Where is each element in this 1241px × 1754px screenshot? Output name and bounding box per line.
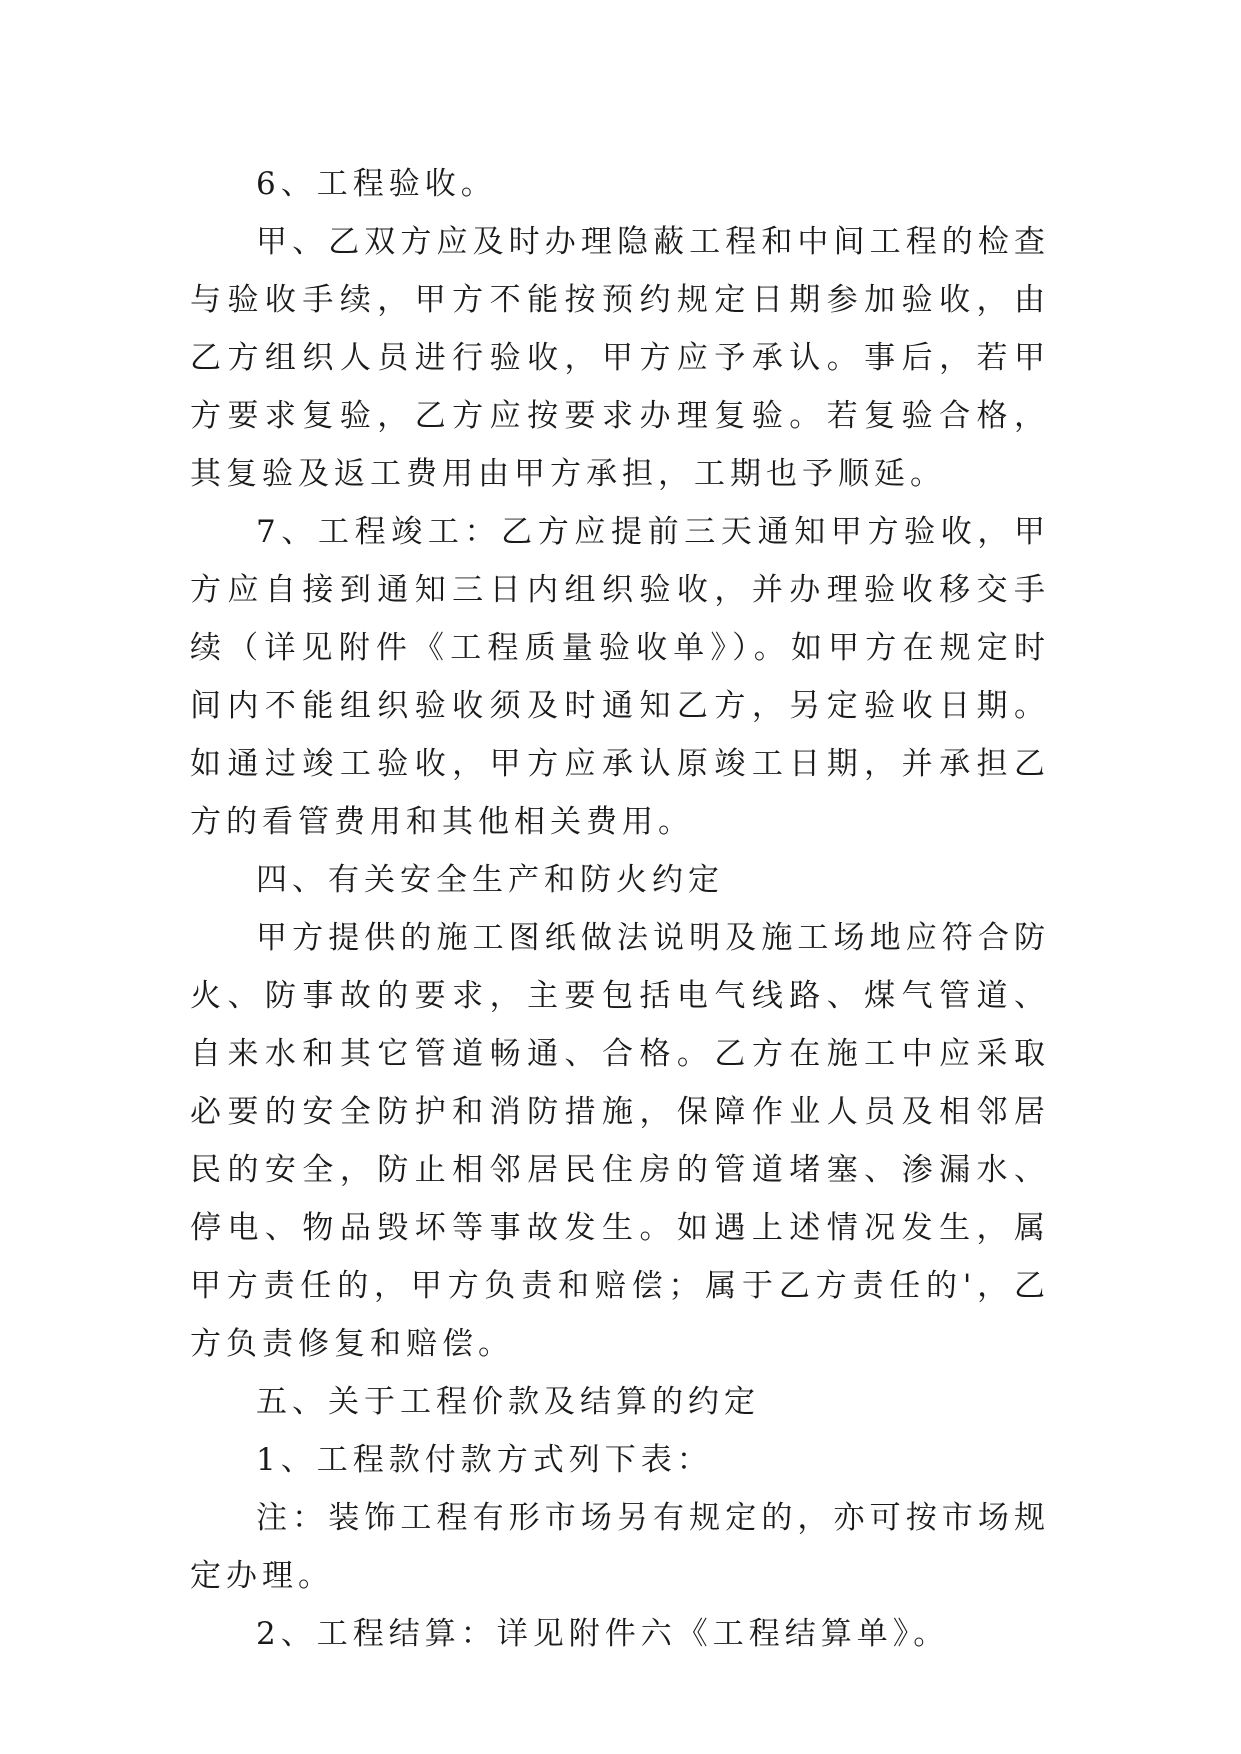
document-body <box>190 155 1050 1663</box>
acceptance-paragraph: 甲、乙双方应及时办理隐蔽工程和中间工程的检查与验收手续，甲方不能按预约规定日期参加验收，由乙方组织人员进行验收，甲方应予承认。事后，若甲方要求复验，乙方应按要求办理复验。若复验合格，其复验及返工费用由甲方承担，工期也予顺延。 <box>190 224 1050 492</box>
safety-paragraph: 甲方提供的施工图纸做法说明及施工场地应符合防火、防事故的要求，主要包括电气线路、煤气管道、自来水和其它管道畅通、合格。乙方在施工中应采取必要的安全防护和消防措施，保障作业人员及相邻居民的安全，防止相邻居民住房的管道堵塞、渗漏水、停电、物品毁坏等事故发生。如遇上述情况发生，属甲方责任的，甲方负责和赔偿；属于乙方责任的'，乙方负责修复和赔偿。 <box>190 920 1050 1362</box>
section-6-heading: 6、工程验收。 <box>256 166 497 202</box>
section-7-completion-paragraph: 7、工程竣工：乙方应提前三天通知甲方验收，甲方应自接到通知三日内组织验收，并办理验收移交手续（详见附件《工程质量验收单》）。如甲方在规定时间内不能组织验收须及时通知乙方，另定验收日期。如通过竣工验收，甲方应承认原竣工日期，并承担乙方的看管费用和其他相关费用。 <box>190 514 1050 840</box>
note-paragraph: 注：装饰工程有形市场另有规定的，亦可按市场规定办理。 <box>190 1500 1050 1594</box>
section-four-heading: 四、有关安全生产和防火约定 <box>256 862 724 898</box>
section-five-heading: 五、关于工程价款及结算的约定 <box>256 1384 760 1420</box>
payment-method-paragraph: 1、工程款付款方式列下表： <box>256 1442 713 1478</box>
settlement-paragraph: 2、工程结算：详见附件六《工程结算单》。 <box>256 1616 950 1652</box>
